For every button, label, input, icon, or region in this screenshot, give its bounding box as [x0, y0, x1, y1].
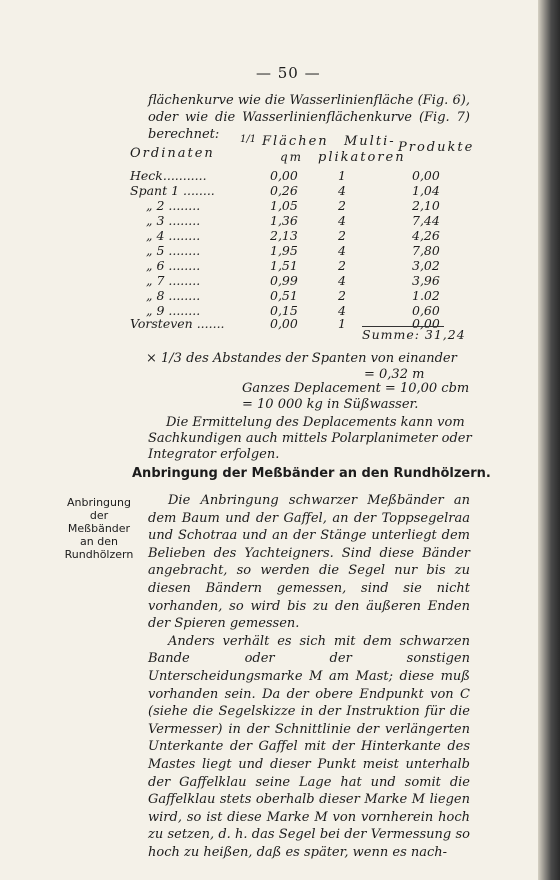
- section-heading: Anbringung der Meßbänder an den Rundhölzern.: [132, 466, 491, 481]
- row-multi: 4: [338, 303, 346, 318]
- row-flaeche: 1,51: [270, 258, 298, 273]
- row-label: „ 3 ........: [146, 213, 201, 228]
- row-flaeche: 2,13: [270, 228, 298, 243]
- row-label: „ 7 ........: [146, 273, 201, 288]
- header-flaechen: Flächen: [262, 134, 329, 149]
- calc-line-4: = 10 000 kg in Süßwasser.: [242, 397, 419, 412]
- row-multi: 4: [338, 183, 346, 198]
- row-flaeche: 0,51: [270, 288, 298, 303]
- paragraph-2: Anders verhält es sich mit dem schwarzen Bande oder der sonstigen Unterscheidungsmarke M am Mast; diese muß vorhanden sein. Da der obere Endpunkt von C (siehe die Segelskizze in der Instruktion für die Vermesser) in der Schnittlinie der verlängerten Unterkante der Gaffel mit der Hinterkante des Mastes liegt und dieser Punkt meist unterhalb der Gaffelklau seine Lage hat und somit die Gaffelklau stets oberhalb dieser Marke M liegen wird, so ist diese Marke M von vornherein hoch zu setzen, d. h. das Segel bei der Vermessung so hoch zu heißen, daß es später, wenn es nach-: [148, 633, 470, 860]
- row-label: Spant 1 ........: [130, 183, 215, 198]
- header-produkte: Produkte: [398, 140, 475, 155]
- header-multi: Multi-: [344, 134, 396, 149]
- header-ordinaten: Ordinaten: [130, 146, 215, 161]
- row-multi: 4: [338, 273, 346, 288]
- note-line-3: Integrator erfolgen.: [148, 447, 280, 462]
- table-row: [0, 273, 538, 289]
- paragraph-1: Die Anbringung schwarzer Meßbänder an dem Baum und der Gaffel, an der Toppsegelraa und Schotraa und an der Stänge unterliegt dem Belieben des Yachteigners. Sind diese Bänder angebracht, so werden die Segel nur bis zu diesen Bändern gemessen, sind sie nicht vorhanden, so wird bis zu den äußeren Enden der Spieren gemessen.: [148, 493, 470, 632]
- row-flaeche: 0,00: [270, 168, 298, 183]
- header-fraction: 1/1: [240, 134, 257, 145]
- row-produkt: 7,44: [412, 213, 440, 228]
- table-row: [0, 168, 538, 184]
- header-qm: qm: [280, 150, 304, 164]
- row-multi: 2: [338, 288, 346, 303]
- row-produkt: 4,26: [412, 228, 440, 243]
- row-produkt: 0,00: [412, 168, 440, 183]
- table-row: [0, 258, 538, 274]
- calc-line-3: Ganzes Deplacement = 10,00 cbm: [242, 381, 470, 396]
- body-text: [148, 492, 470, 861]
- table-row: [0, 198, 538, 214]
- row-produkt: 2,10: [412, 198, 440, 213]
- table-row: [0, 183, 538, 199]
- row-produkt: 1.02: [412, 288, 440, 303]
- row-flaeche: 1,36: [270, 213, 298, 228]
- row-label: „ 4 ........: [146, 228, 201, 243]
- table-row: [0, 213, 538, 229]
- row-flaeche: 1,05: [270, 198, 298, 213]
- calc-line-1: × 1/3 des Abstandes der Spanten von einander: [146, 351, 457, 366]
- page-edge-shadow: [538, 0, 560, 880]
- row-multi: 4: [338, 243, 346, 258]
- margin-note: Anbringung der Meßbänder an den Rundhölzern: [64, 496, 134, 561]
- row-produkt: 3,02: [412, 258, 440, 273]
- row-label: „ 9 ........: [146, 303, 201, 318]
- row-flaeche: 1,95: [270, 243, 298, 258]
- table-row: [0, 288, 538, 304]
- row-multi: 2: [338, 258, 346, 273]
- row-multi: 1: [338, 316, 346, 331]
- page-number: — 50 —: [256, 64, 321, 82]
- row-multi: 1: [338, 168, 346, 183]
- note-line-2: Sachkundigen auch mittels Polarplanimeter oder: [148, 431, 472, 446]
- row-label: Vorsteven .......: [130, 316, 225, 331]
- row-produkt: 7,80: [412, 243, 440, 258]
- row-label: „ 8 ........: [146, 288, 201, 303]
- row-multi: 4: [338, 213, 346, 228]
- row-flaeche: 0,15: [270, 303, 298, 318]
- calc-line-2: = 0,32 m: [364, 367, 425, 382]
- row-label: „ 6 ........: [146, 258, 201, 273]
- row-produkt: 1,04: [412, 183, 440, 198]
- row-flaeche: 0,00: [270, 316, 298, 331]
- sum-line: Summe: 31,24: [362, 327, 466, 342]
- row-flaeche: 0,26: [270, 183, 298, 198]
- row-multi: 2: [338, 228, 346, 243]
- row-flaeche: 0,99: [270, 273, 298, 288]
- intro-text: flächenkurve wie die Wasserlinienfläche (Fig. 6), oder wie die Wasserlinienflächenkurve (Fig. 7) berechnet:: [148, 93, 470, 142]
- row-produkt: 0,60: [412, 303, 440, 318]
- row-produkt: 3,96: [412, 273, 440, 288]
- table-row: [0, 243, 538, 259]
- row-label: Heck...........: [130, 168, 207, 183]
- row-multi: 2: [338, 198, 346, 213]
- table-row: [0, 228, 538, 244]
- row-label: „ 2 ........: [146, 198, 201, 213]
- row-produkt: 0,00: [412, 316, 440, 331]
- header-plikatoren: plikatoren: [318, 150, 406, 165]
- row-label: „ 5 ........: [146, 243, 201, 258]
- note-line-1: Die Ermittelung des Deplacements kann vom: [166, 415, 465, 430]
